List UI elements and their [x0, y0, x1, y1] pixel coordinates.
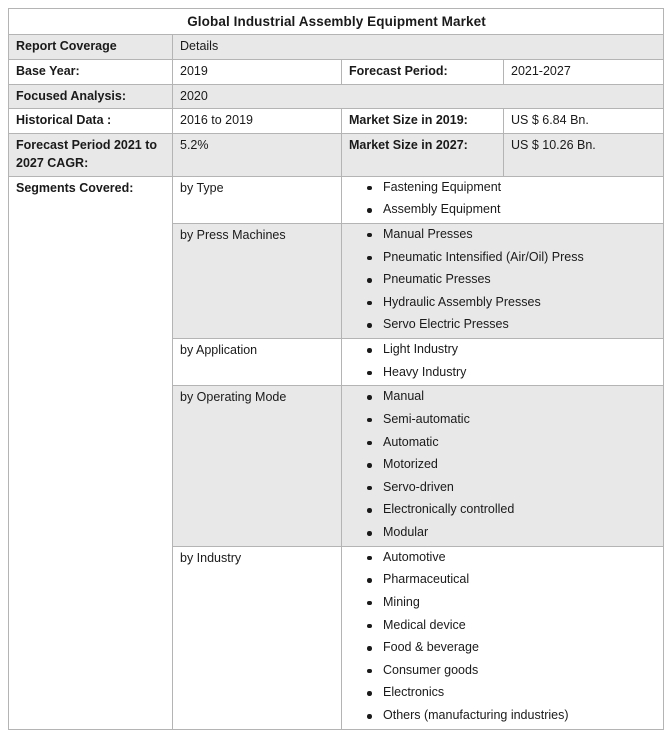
row-label-base-year: Base Year:: [9, 59, 173, 84]
row-label-historical-data: Historical Data :: [9, 109, 173, 134]
list-item: Servo-driven: [383, 480, 657, 496]
page-title: Global Industrial Assembly Equipment Market: [9, 9, 664, 35]
list-item: Food & beverage: [383, 640, 657, 656]
list-item: Manual: [383, 389, 657, 405]
segment-key-by-application: by Application: [173, 339, 342, 386]
list-item: Semi-automatic: [383, 412, 657, 428]
segment-items-by-industry: [342, 546, 664, 729]
list-item: Electronics: [383, 685, 657, 701]
table-row-focused-analysis: [9, 84, 664, 109]
market-report-table-container: [8, 8, 663, 730]
segment-items-by-press-machines: [342, 223, 664, 338]
row-value-market-size-2027: US $ 10.26 Bn.: [504, 134, 664, 177]
market-report-table: [8, 8, 664, 730]
list-item: Servo Electric Presses: [383, 317, 657, 333]
list-item: Consumer goods: [383, 663, 657, 679]
segment-key-by-type: by Type: [173, 176, 342, 223]
table-title-row: [9, 9, 664, 35]
segment-items-by-application: [342, 339, 664, 386]
list-item: Electronically controlled: [383, 502, 657, 518]
row-label-forecast-period: Forecast Period:: [342, 59, 504, 84]
list-item: Pneumatic Intensified (Air/Oil) Press: [383, 250, 657, 266]
bullet-list-by-type: [349, 180, 657, 218]
bullet-list-by-application: [349, 342, 657, 380]
segment-items-by-operating-mode: [342, 386, 664, 546]
row-label-market-size-2027: Market Size in 2027:: [342, 134, 504, 177]
segment-key-by-operating-mode: by Operating Mode: [173, 386, 342, 546]
row-value-forecast-cagr: 5.2%: [173, 134, 342, 177]
list-item: Others (manufacturing industries): [383, 708, 657, 724]
table-row-historical-data: [9, 109, 664, 134]
table-row-forecast-cagr: [9, 134, 664, 177]
list-item: Hydraulic Assembly Presses: [383, 295, 657, 311]
list-item: Medical device: [383, 618, 657, 634]
list-item: Motorized: [383, 457, 657, 473]
list-item: Mining: [383, 595, 657, 611]
bullet-list-by-operating-mode: [349, 389, 657, 540]
list-item: Automatic: [383, 435, 657, 451]
row-label-segments-covered: Segments Covered:: [9, 176, 173, 729]
list-item: Pharmaceutical: [383, 572, 657, 588]
list-item: Heavy Industry: [383, 365, 657, 381]
row-value-market-size-2019: US $ 6.84 Bn.: [504, 109, 664, 134]
row-label-market-size-2019: Market Size in 2019:: [342, 109, 504, 134]
row-value-base-year: 2019: [173, 59, 342, 84]
bullet-list-by-industry: [349, 550, 657, 724]
row-label-forecast-cagr: Forecast Period 2021 to 2027 CAGR:: [9, 134, 173, 177]
list-item: Assembly Equipment: [383, 202, 657, 218]
row-value-focused-analysis: 2020: [173, 84, 664, 109]
segment-key-by-industry: by Industry: [173, 546, 342, 729]
list-item: Light Industry: [383, 342, 657, 358]
segment-key-by-press-machines: by Press Machines: [173, 223, 342, 338]
bullet-list-by-press-machines: [349, 227, 657, 333]
list-item: Manual Presses: [383, 227, 657, 243]
header-label-report-coverage: Report Coverage: [9, 35, 173, 60]
segment-items-by-type: [342, 176, 664, 223]
row-value-forecast-period: 2021-2027: [504, 59, 664, 84]
header-value-details: Details: [173, 35, 664, 60]
table-row-segment-by-type: [9, 176, 664, 223]
row-value-historical-data: 2016 to 2019: [173, 109, 342, 134]
list-item: Automotive: [383, 550, 657, 566]
list-item: Modular: [383, 525, 657, 541]
row-label-focused-analysis: Focused Analysis:: [9, 84, 173, 109]
list-item: Fastening Equipment: [383, 180, 657, 196]
list-item: Pneumatic Presses: [383, 272, 657, 288]
table-row-base-year: [9, 59, 664, 84]
table-header-row: [9, 35, 664, 60]
